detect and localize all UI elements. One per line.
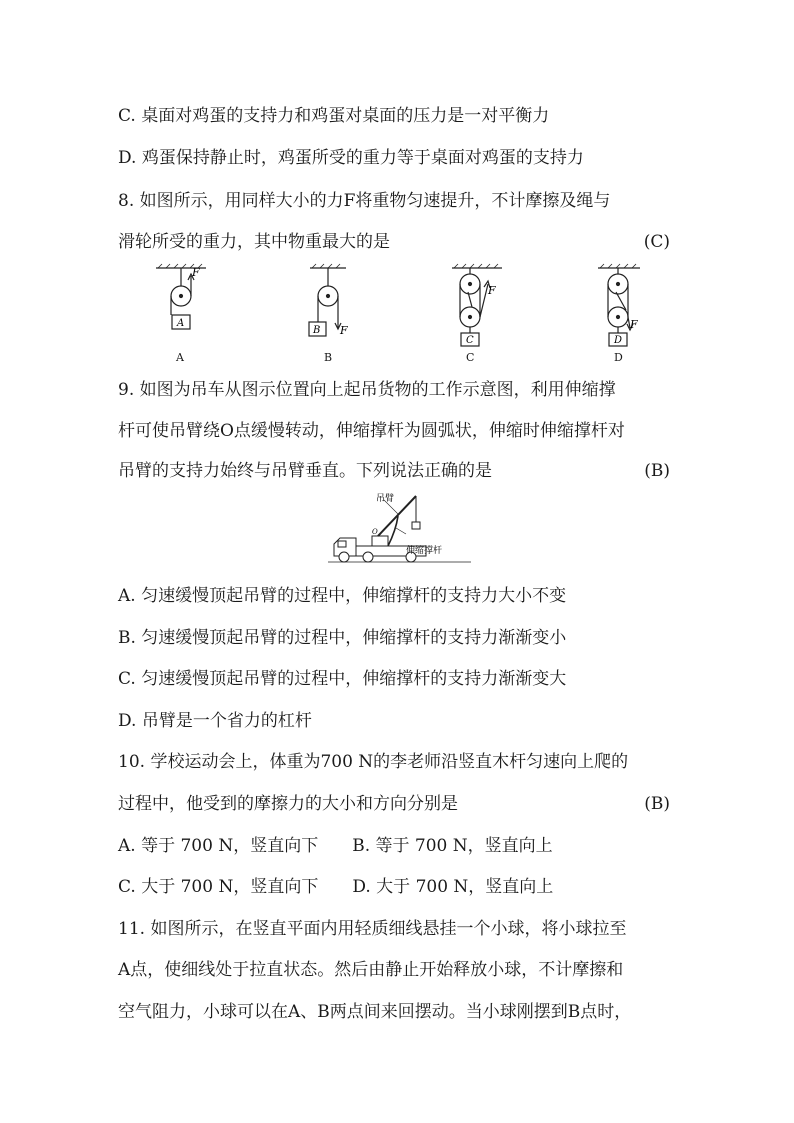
boom-label: 吊臂 bbox=[376, 494, 395, 504]
q8-caption-a: A bbox=[176, 351, 184, 364]
weight-box-b: B bbox=[313, 325, 321, 336]
q10-options-ab: A. 等于 700 N，竖直向下 B. 等于 700 N，竖直向上 bbox=[118, 836, 553, 856]
q9-answer: (B) bbox=[644, 461, 670, 481]
q9-option-a: A. 匀速缓慢顶起吊臂的过程中，伸缩撑杆的支持力大小不变 bbox=[118, 586, 567, 606]
q8-stem-line2: 滑轮所受的重力，其中物重最大的是 bbox=[118, 232, 390, 252]
q8-caption-d: D bbox=[614, 351, 623, 364]
q7-option-c: C. 桌面对鸡蛋的支持力和鸡蛋对桌面的压力是一对平衡力 bbox=[118, 106, 550, 126]
force-label-c: F bbox=[488, 284, 496, 297]
force-label-d: F bbox=[630, 318, 638, 331]
weight-box-a: A bbox=[177, 318, 185, 329]
q10-answer: (B) bbox=[644, 794, 670, 814]
q11-stem-line3: 空气阻力，小球可以在A、B两点间来回摆动。当小球刚摆到B点时， bbox=[118, 1002, 632, 1022]
q9-crane-figure bbox=[326, 490, 476, 568]
q10-stem-line2: 过程中，他受到的摩擦力的大小和方向分别是 bbox=[118, 794, 458, 814]
pivot-label: O bbox=[372, 528, 378, 536]
strut-label: 伸缩撑杆 bbox=[406, 546, 443, 556]
q9-stem-line2: 杆可使吊臂绕O点缓慢转动，伸缩撑杆为圆弧状，伸缩时伸缩撑杆对 bbox=[118, 421, 625, 441]
q8-pulley-figure bbox=[140, 262, 660, 367]
q9-option-b: B. 匀速缓慢顶起吊臂的过程中，伸缩撑杆的支持力渐渐变小 bbox=[118, 628, 567, 648]
q10-stem-line1: 10. 学校运动会上，体重为700 N的李老师沿竖直木杆匀速向上爬的 bbox=[118, 752, 629, 772]
weight-box-c: C bbox=[466, 335, 474, 346]
q8-caption-c: C bbox=[466, 351, 475, 364]
q8-answer: (C) bbox=[643, 232, 670, 252]
q7-option-d: D. 鸡蛋保持静止时，鸡蛋所受的重力等于桌面对鸡蛋的支持力 bbox=[118, 148, 584, 168]
q8-stem-line1: 8. 如图所示，用同样大小的力F将重物匀速提升，不计摩擦及绳与 bbox=[118, 191, 611, 211]
q9-stem-line3: 吊臂的支持力始终与吊臂垂直。下列说法正确的是 bbox=[118, 461, 492, 481]
force-label-b: F bbox=[340, 324, 348, 337]
q11-stem-line2: A点，使细线处于拉直状态。然后由静止开始释放小球，不计摩擦和 bbox=[118, 960, 624, 980]
force-label-a: F bbox=[192, 266, 200, 279]
q9-stem-line1: 9. 如图为吊车从图示位置向上起吊货物的工作示意图，利用伸缩撑 bbox=[118, 380, 616, 400]
weight-box-d: D bbox=[614, 335, 623, 346]
q9-option-d: D. 吊臂是一个省力的杠杆 bbox=[118, 711, 312, 731]
q10-options-cd: C. 大于 700 N，竖直向下 D. 大于 700 N，竖直向上 bbox=[118, 877, 554, 897]
q9-option-c: C. 匀速缓慢顶起吊臂的过程中，伸缩撑杆的支持力渐渐变大 bbox=[118, 669, 567, 689]
q11-stem-line1: 11. 如图所示，在竖直平面内用轻质细线悬挂一个小球，将小球拉至 bbox=[118, 919, 627, 939]
q8-caption-b: B bbox=[324, 351, 333, 364]
